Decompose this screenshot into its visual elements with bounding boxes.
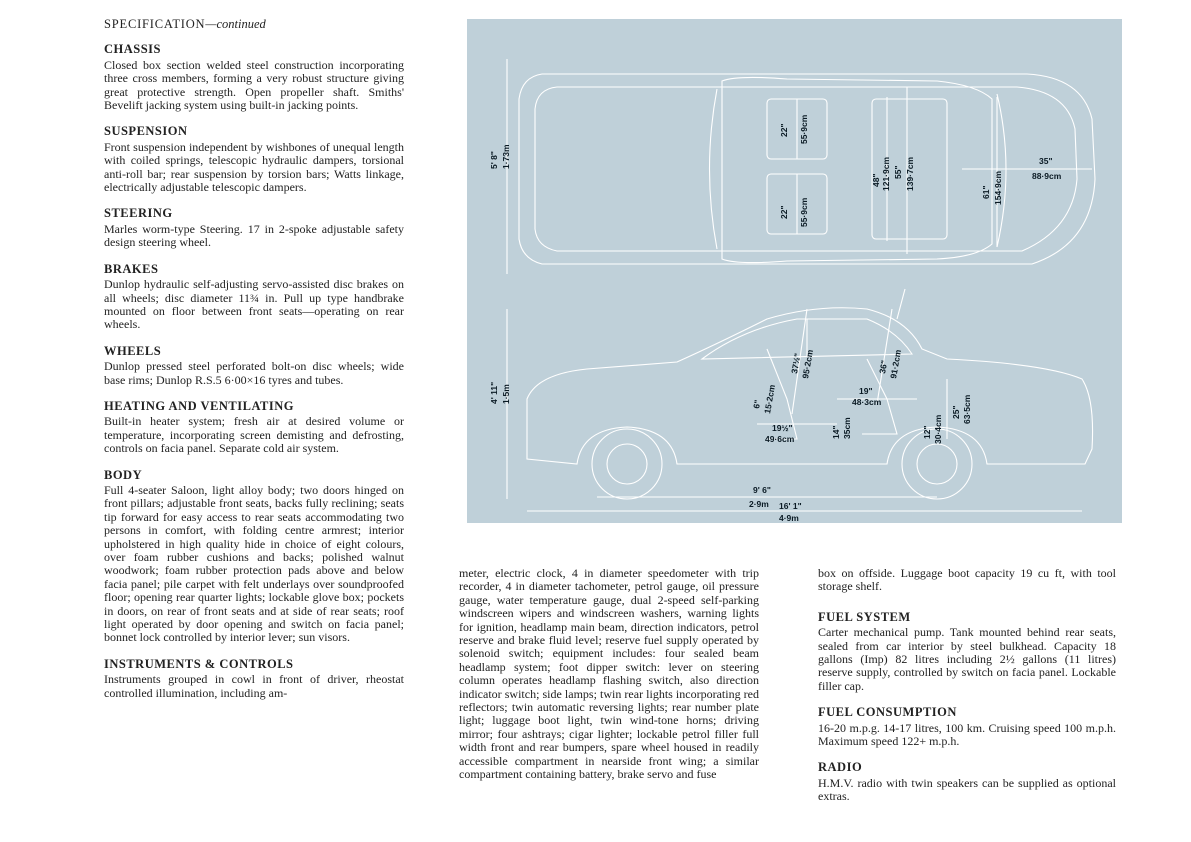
- section-body: Dunlop hydraulic self-adjusting servo-assisted disc brakes on all wheels; disc diameter 11¾ in. Pull up type handbrake mounted on floor between front seats—operating on rear wheels.: [104, 277, 404, 332]
- section-instruments: [104, 658, 404, 700]
- section-body: [104, 469, 404, 645]
- front-wheel-hub: [607, 444, 647, 484]
- label-headroom-metric: 95·2cm: [800, 348, 816, 380]
- label-wheelbase: 9' 6": [753, 485, 771, 495]
- label-seat-rear: 22": [779, 205, 789, 219]
- label-boot-metric: 88·9cm: [1032, 171, 1062, 181]
- label-seat-height-metric: 35cm: [842, 417, 852, 439]
- section-fuel-consumption: [818, 706, 1116, 748]
- label-rear-seat: 12": [922, 425, 932, 439]
- label-width: 5' 8": [489, 151, 499, 169]
- section-body: Closed box section welded steel construction incorporating three cross members, forming a very robust structure giving great protective strength. Open propeller shaft. Smiths' Bevelift jacking system using built-in jacking points.: [104, 57, 404, 113]
- luggage-text-block: [818, 567, 1116, 594]
- label-interior-rear-metric: 139·7cm: [905, 156, 915, 191]
- section-body: Dunlop pressed steel perforated bolt-on disc wheels; wide base rims; Dunlop R.S.5 6·00×16 tyres and tubes.: [104, 359, 404, 387]
- title-main: SPECIFICATION: [104, 17, 206, 31]
- luggage-text: box on offside. Luggage boot capacity 19 cu ft, with tool storage shelf.: [818, 566, 1116, 594]
- section-body: Full 4-seater Saloon, light alloy body; two doors hinged on front pillars; adjustable front seats, backs fully reclining; seats tip forward for easy access to rear seats accommodating two persons in comfort, with folding centre armrest; interior upholstered in high quality hide in choice of eight colours, over foam rubber cushions and backs; polished walnut woodwork; foam rubber protection pads above and below facia panel; pile carpet with felt underlays over soundproofed floor; opening rear quarter lights; lockable glove box; pockets in doors, on rear of front seats and at side of rear seats; roof light operated by door opening and switch on facia panel; bonnet lock controlled by interior lever; sun visors.: [104, 482, 404, 645]
- section-body: Built-in heater system; fresh air at desired volume or temperature, incorporating screen demisting and defrosting, controls on facia panel. Separate cold air system.: [104, 414, 404, 456]
- section-heading: BODY: [104, 467, 143, 482]
- label-legroom-metric: 49·6cm: [765, 434, 795, 444]
- section-body: H.M.V. radio with twin speakers can be supplied as optional extras.: [818, 775, 1116, 804]
- section-heading: WHEELS: [104, 343, 162, 358]
- label-boot-height: 25": [951, 405, 961, 419]
- label-interior-front-metric: 121·9cm: [881, 156, 891, 191]
- label-interior-front: 48": [871, 173, 881, 187]
- label-headroom: 37½": [789, 352, 803, 375]
- section-heading: STEERING: [104, 206, 173, 221]
- instruments-continued-text: meter, electric clock, 4 in diameter speedometer with trip recorder, 4 in diameter tachometer, petrol gauge, oil pressure gauge, water temperature gauge, dual 2-speed self-parking windscreen wipers and windscreen washers, warning lights for ignition, headlamp main beam, direction indicators, petrol reserve and brake fluid level; reserve fuel supply operated by solenoid switch; equipment includes: four sealed beam headlamp system; foot dipper switch: lever on steering column operates headlamp flashing switch, also direction indicator switch; side lamps; twin rear lights incorporating red reflectors; twin automatic reversing lights; rear number plate light; luggage boot light, twin wind-tone horns; driving mirror; four ashtrays; cigar lighter; lockable petrol filler full width front and rear bumpers, spare wheel housed in readily accessible compartment in nearside front wing; a similar compartment containing battery, brake servo and fuse: [459, 566, 759, 782]
- section-steering: [104, 207, 404, 249]
- section-heating: [104, 400, 404, 456]
- label-wheelbase-metric: 2·9m: [749, 499, 769, 509]
- rear-wheel-hub: [917, 444, 957, 484]
- top-view-windscreen: [710, 89, 718, 249]
- section-body: Instruments grouped in cowl in front of driver, rheostat controlled illumination, including am-: [104, 672, 404, 700]
- left-column: [104, 18, 404, 713]
- middle-column: [459, 567, 759, 782]
- top-view-cabin: [722, 77, 992, 262]
- section-suspension: [104, 125, 404, 194]
- section-body: 16-20 m.p.g. 14-17 litres, 100 km. Cruising speed 100 m.p.h. Maximum speed 122+ m.p.h.: [818, 720, 1116, 749]
- section-heading: SUSPENSION: [104, 124, 188, 139]
- label-track-metric: 154·9cm: [993, 170, 1003, 205]
- section-heading: RADIO: [818, 760, 863, 775]
- section-wheels: [104, 345, 404, 387]
- label-seat-height: 14": [831, 425, 841, 439]
- label-seat-rear-metric: 55·9cm: [799, 197, 809, 227]
- label-width-metric: 1·73m: [501, 144, 511, 169]
- section-heading: FUEL SYSTEM: [818, 609, 911, 624]
- section-body: Marles worm-type Steering. 17 in 2-spoke adjustable safety design steering wheel.: [104, 221, 404, 250]
- title-suffix: —continued: [205, 17, 266, 31]
- page-title: [104, 18, 404, 31]
- front-wheel: [592, 429, 662, 499]
- label-seat-back-metric: 15·2cm: [762, 383, 778, 415]
- label-rear-seat-metric: 30·4cm: [933, 414, 943, 444]
- label-rear-legroom-metric: 48·3cm: [852, 397, 882, 407]
- label-legroom: 19½": [772, 423, 793, 433]
- label-rear-headroom-metric: 91·2cm: [888, 348, 904, 380]
- section-body: Carter mechanical pump. Tank mounted behind rear seats, sealed from car interior by steel bulkhead. Capacity 18 gallons (Imp) 82 litres including 2½ gallons (11 litres) reserve supply, controlled by switch on facia panel. Lockable filler cap.: [818, 625, 1116, 693]
- section-heading: HEATING AND VENTILATING: [104, 398, 295, 413]
- section-brakes: [104, 263, 404, 332]
- label-rear-legroom: 19": [859, 386, 873, 396]
- label-seat-back: 6": [751, 398, 763, 410]
- label-boot: 35": [1039, 156, 1053, 166]
- label-seat-front: 22": [779, 123, 789, 137]
- section-chassis: [104, 43, 404, 112]
- label-interior-rear: 55": [893, 165, 903, 179]
- section-heading: INSTRUMENTS & CONTROLS: [104, 656, 294, 671]
- section-heading: BRAKES: [104, 261, 159, 276]
- section-body: Front suspension independent by wishbones of unequal length with coiled springs, telescopic hydraulic dampers, torsional anti-roll bar; rear suspension by torsion bars; Watts linkage, electrically adjustable telescopic dampers.: [104, 139, 404, 195]
- label-length: 16' 1": [779, 501, 802, 511]
- label-rear-headroom: 36": [877, 359, 890, 375]
- section-heading: CHASSIS: [104, 42, 161, 57]
- label-track: 61": [981, 185, 991, 199]
- label-boot-height-metric: 63·5cm: [962, 394, 972, 424]
- section-fuel-system: [818, 611, 1116, 693]
- right-column: [818, 567, 1116, 817]
- blueprint-svg: [467, 19, 1122, 523]
- label-length-metric: 4·9m: [779, 513, 799, 523]
- section-radio: [818, 761, 1116, 803]
- label-height-metric: 1·5m: [501, 384, 511, 404]
- dim-line-rear-headroom: [877, 309, 892, 404]
- top-view-rear-window: [997, 94, 1006, 247]
- label-seat-front-metric: 55·9cm: [799, 114, 809, 144]
- side-view-boot-lid: [897, 289, 905, 319]
- side-view-outline: [527, 308, 1093, 464]
- car-blueprint-diagram: [467, 19, 1122, 523]
- label-height: 4' 11": [489, 381, 499, 404]
- section-heading: FUEL CONSUMPTION: [818, 705, 957, 720]
